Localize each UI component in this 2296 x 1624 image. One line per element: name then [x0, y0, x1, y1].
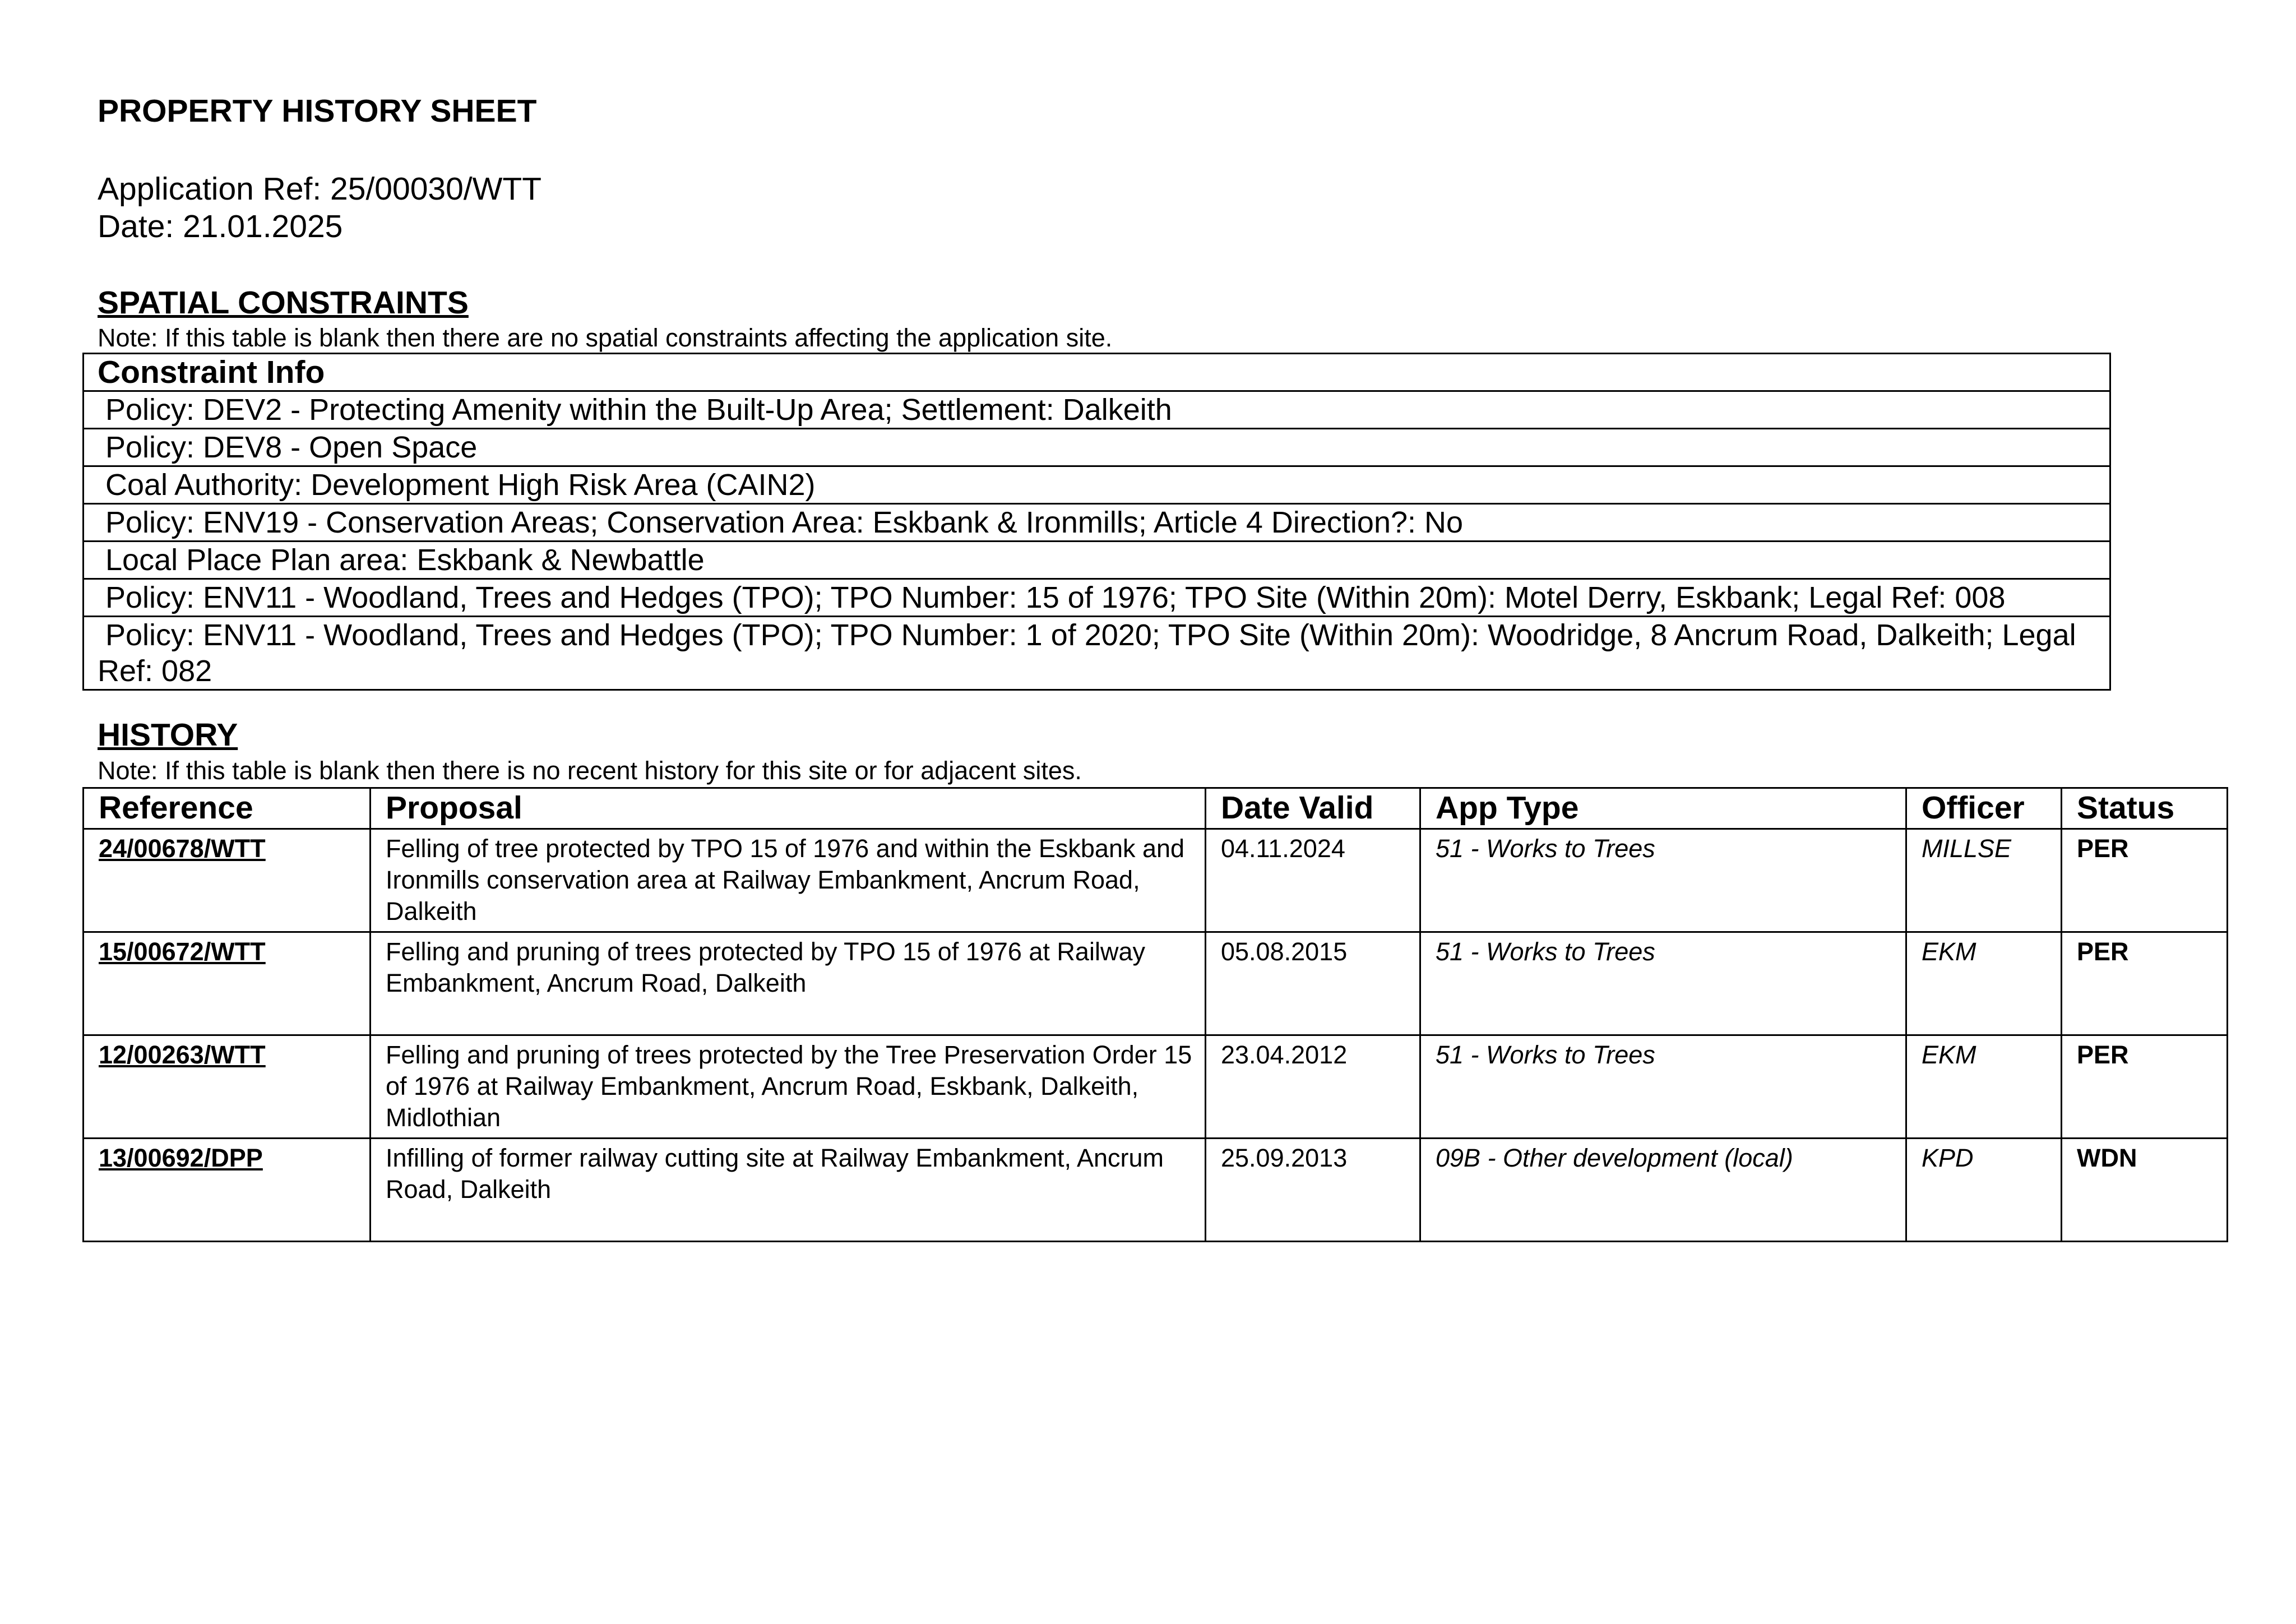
reference-link[interactable]: 15/00672/WTT	[99, 937, 266, 966]
spatial-constraints-heading: SPATIAL CONSTRAINTS	[98, 285, 469, 321]
constraint-item: Policy: ENV11 - Woodland, Trees and Hedges (TPO); TPO Number: 15 of 1976; TPO Site (Within 20m): Motel Derry, Eskbank; Legal Ref: 008	[84, 579, 2110, 617]
table-row	[84, 829, 2228, 932]
constraint-row	[84, 579, 2110, 617]
constraint-item: Policy: ENV19 - Conservation Areas; Conservation Area: Eskbank & Ironmills; Article 4 Direction?: No	[84, 504, 2110, 542]
date-valid-cell: 23.04.2012	[1206, 1035, 1420, 1139]
reference-cell	[84, 1035, 371, 1139]
reference-link[interactable]: 24/00678/WTT	[99, 834, 266, 863]
date-valid-cell: 05.08.2015	[1206, 932, 1420, 1035]
proposal-header: Proposal	[371, 788, 1206, 829]
reference-header: Reference	[84, 788, 371, 829]
status-cell: PER	[2062, 932, 2228, 1035]
table-row	[84, 1035, 2228, 1139]
constraint-item: Policy: ENV11 - Woodland, Trees and Hedges (TPO); TPO Number: 1 of 2020; TPO Site (Within 20m): Woodridge, 8 Ancrum Road, Dalkeith; Legal Ref: 082	[84, 617, 2110, 690]
history-note: Note: If this table is blank then there is no recent history for this site or for adjacent sites.	[98, 756, 1082, 785]
app-type-cell: 51 - Works to Trees	[1420, 1035, 1906, 1139]
constraint-table	[82, 353, 2111, 691]
reference-link[interactable]: 12/00263/WTT	[99, 1040, 266, 1069]
constraint-row	[84, 542, 2110, 579]
date-valid-cell: 25.09.2013	[1206, 1139, 1420, 1242]
constraint-item: Policy: DEV2 - Protecting Amenity within the Built-Up Area; Settlement: Dalkeith	[84, 391, 2110, 429]
constraint-info-header: Constraint Info	[84, 354, 2110, 391]
constraint-row	[84, 504, 2110, 542]
constraint-row	[84, 429, 2110, 466]
application-ref: Application Ref: 25/00030/WTT	[98, 171, 542, 207]
reference-cell	[84, 829, 371, 932]
table-row	[84, 932, 2228, 1035]
constraint-row	[84, 466, 2110, 504]
page-title: PROPERTY HISTORY SHEET	[98, 93, 537, 129]
constraint-item: Local Place Plan area: Eskbank & Newbattle	[84, 542, 2110, 579]
date-valid-header: Date Valid	[1206, 788, 1420, 829]
constraint-item: Policy: DEV8 - Open Space	[84, 429, 2110, 466]
status-cell: WDN	[2062, 1139, 2228, 1242]
proposal-cell: Felling and pruning of trees protected by TPO 15 of 1976 at Railway Embankment, Ancrum Road, Dalkeith	[371, 932, 1206, 1035]
officer-cell: KPD	[1906, 1139, 2062, 1242]
history-heading: HISTORY	[98, 717, 238, 753]
history-header-row	[84, 788, 2228, 829]
officer-cell: EKM	[1906, 932, 2062, 1035]
history-table	[82, 787, 2228, 1242]
constraint-header-row	[84, 354, 2110, 391]
app-type-cell: 51 - Works to Trees	[1420, 932, 1906, 1035]
officer-cell: MILLSE	[1906, 829, 2062, 932]
status-cell: PER	[2062, 829, 2228, 932]
date-valid-cell: 04.11.2024	[1206, 829, 1420, 932]
application-date: Date: 21.01.2025	[98, 209, 343, 244]
constraint-row	[84, 617, 2110, 690]
reference-link[interactable]: 13/00692/DPP	[99, 1144, 263, 1172]
app-type-header: App Type	[1420, 788, 1906, 829]
officer-header: Officer	[1906, 788, 2062, 829]
app-type-cell: 51 - Works to Trees	[1420, 829, 1906, 932]
table-row	[84, 1139, 2228, 1242]
constraint-item: Coal Authority: Development High Risk Area (CAIN2)	[84, 466, 2110, 504]
officer-cell: EKM	[1906, 1035, 2062, 1139]
spatial-constraints-note: Note: If this table is blank then there are no spatial constraints affecting the application site.	[98, 323, 1113, 352]
status-header: Status	[2062, 788, 2228, 829]
proposal-cell: Felling of tree protected by TPO 15 of 1976 and within the Eskbank and Ironmills conservation area at Railway Embankment, Ancrum Road, Dalkeith	[371, 829, 1206, 932]
proposal-cell: Felling and pruning of trees protected by the Tree Preservation Order 15 of 1976 at Railway Embankment, Ancrum Road, Eskbank, Dalkeith, Midlothian	[371, 1035, 1206, 1139]
status-cell: PER	[2062, 1035, 2228, 1139]
reference-cell	[84, 932, 371, 1035]
app-type-cell: 09B - Other development (local)	[1420, 1139, 1906, 1242]
reference-cell	[84, 1139, 371, 1242]
proposal-cell: Infilling of former railway cutting site at Railway Embankment, Ancrum Road, Dalkeith	[371, 1139, 1206, 1242]
constraint-row	[84, 391, 2110, 429]
